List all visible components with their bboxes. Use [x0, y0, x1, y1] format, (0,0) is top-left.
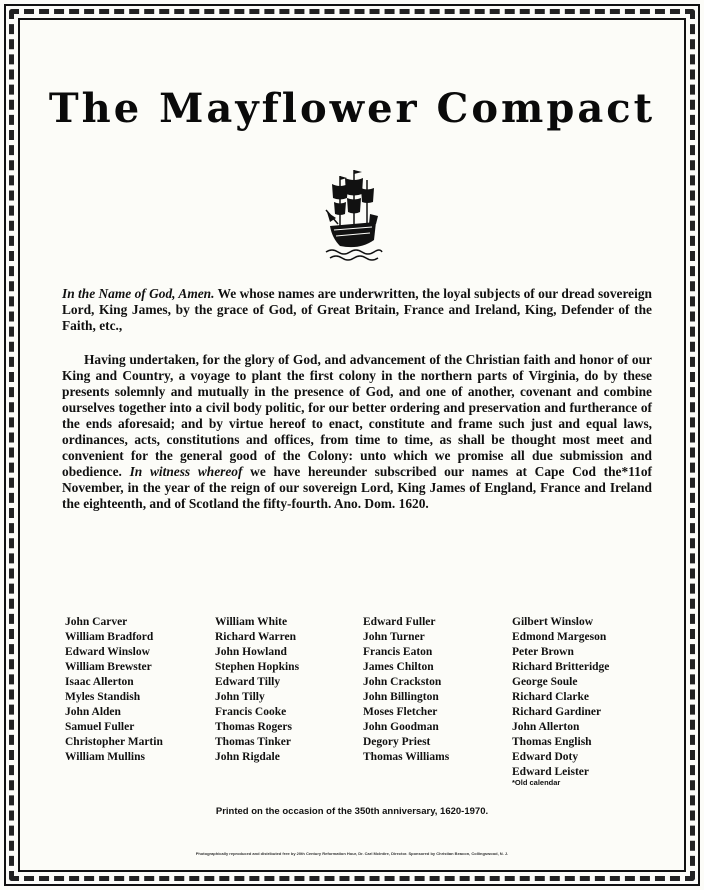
signer-name: Myles Standish	[65, 691, 141, 703]
signer-name: Moses Fletcher	[363, 706, 438, 718]
signer-name: Degory Priest	[363, 736, 431, 748]
preamble-paragraph	[62, 286, 652, 334]
signers-column-3	[363, 615, 449, 765]
signer-name: Stephen Hopkins	[215, 661, 300, 673]
signer-name: Isaac Allerton	[65, 676, 134, 688]
preamble-text: We whose names are underwritten, the loyal subjects of our dread sovereign Lord, King James, by the grace of God, of Great Britain, France and Ireland, King, Defender of the Faith, etc.,	[62, 286, 652, 333]
printed-note: Printed on the occasion of the 350th anniversary, 1620-1970.	[215, 806, 489, 817]
signer-name: Edmond Margeson	[512, 631, 607, 643]
signer-name: William Mullins	[65, 751, 145, 763]
signer-name: George Soule	[512, 676, 578, 688]
signer-name: John Carver	[65, 616, 128, 628]
document-title: The Mayflower Compact	[48, 85, 656, 132]
signers-column-2	[215, 615, 299, 765]
signer-name: James Chilton	[363, 661, 434, 673]
signer-name: Thomas Rogers	[215, 721, 292, 733]
signer-name: Samuel Fuller	[65, 721, 135, 733]
signer-name: Thomas English	[512, 736, 592, 748]
preamble-lead: In the Name of God, Amen.	[62, 286, 215, 301]
signer-name: Thomas Williams	[363, 751, 450, 763]
signer-name: Richard Clarke	[512, 691, 589, 703]
signer-name: Richard Warren	[215, 631, 297, 643]
signer-name: Edward Winslow	[65, 646, 150, 658]
sailing-ship-icon	[320, 166, 384, 266]
signer-name: Peter Brown	[512, 646, 574, 658]
signer-name: William Bradford	[65, 631, 154, 643]
signers-column-1	[65, 615, 163, 765]
signer-name: John Alden	[65, 706, 121, 718]
compact-body-paragraph	[62, 352, 652, 512]
signer-name: John Billington	[363, 691, 439, 703]
signer-name: Richard Gardiner	[512, 706, 602, 718]
signer-name: John Goodman	[363, 721, 439, 733]
body-italic-phrase: In witness whereof	[129, 464, 243, 479]
signer-name: John Tilly	[215, 691, 265, 703]
body-text-part1: Having undertaken, for the glory of God, and advancement of the Christian faith and honor of our King and Country, a voyage to plant the first colony in the northern parts of Virginia, do by these presents solemnly and mutually in the presence of God, and one of another, covenant and combine ourselves together into a civil body politic, for our better ordering and preservation and furtherance of the ends aforesaid; and by virtue hereof to enact, constitute and frame such just and equal laws, ordinances, acts, constitutions and offices, from time to time, as shall be thought most meet and convenient for the general good of the Colony: unto which we promise all due submission and obedience.	[62, 352, 652, 479]
signer-name: John Crackston	[363, 676, 442, 688]
signer-name: Christopher Martin	[65, 736, 163, 748]
signer-name: John Allerton	[512, 721, 580, 733]
signer-name: Edward Leister	[512, 766, 589, 778]
signer-name: John Turner	[363, 631, 425, 643]
signer-name: William White	[215, 616, 288, 628]
signer-name: Edward Fuller	[363, 616, 436, 628]
footnote: *Old calendar	[512, 778, 561, 787]
signers-column-4	[512, 615, 609, 780]
signer-name: Francis Cooke	[215, 706, 287, 718]
signer-name: Thomas Tinker	[215, 736, 291, 748]
signer-name: John Rigdale	[215, 751, 280, 763]
signer-name: Francis Eaton	[363, 646, 433, 658]
signer-name: William Brewster	[65, 661, 152, 673]
signer-name: Edward Tilly	[215, 676, 281, 688]
body-text-part2: we have hereunder subscribed our names at Cape Cod the*11of November, in the year of the reign of our sovereign Lord, King James of England, France and Ireland the eighteenth, and of Scotland the fifty-fourth. Ano. Dom. 1620.	[62, 464, 652, 511]
credits-line: Photographically reproduced and distributed free by 20th Century Reformation Hour, Dr. Carl McIntire, Director. Sponsored by Christian Beacon, Collingswood, N. J.	[195, 851, 509, 856]
signer-name: Gilbert Winslow	[512, 616, 594, 628]
signer-name: Richard Britteridge	[512, 661, 610, 673]
signer-name: John Howland	[215, 646, 287, 658]
signer-name: Edward Doty	[512, 751, 579, 763]
